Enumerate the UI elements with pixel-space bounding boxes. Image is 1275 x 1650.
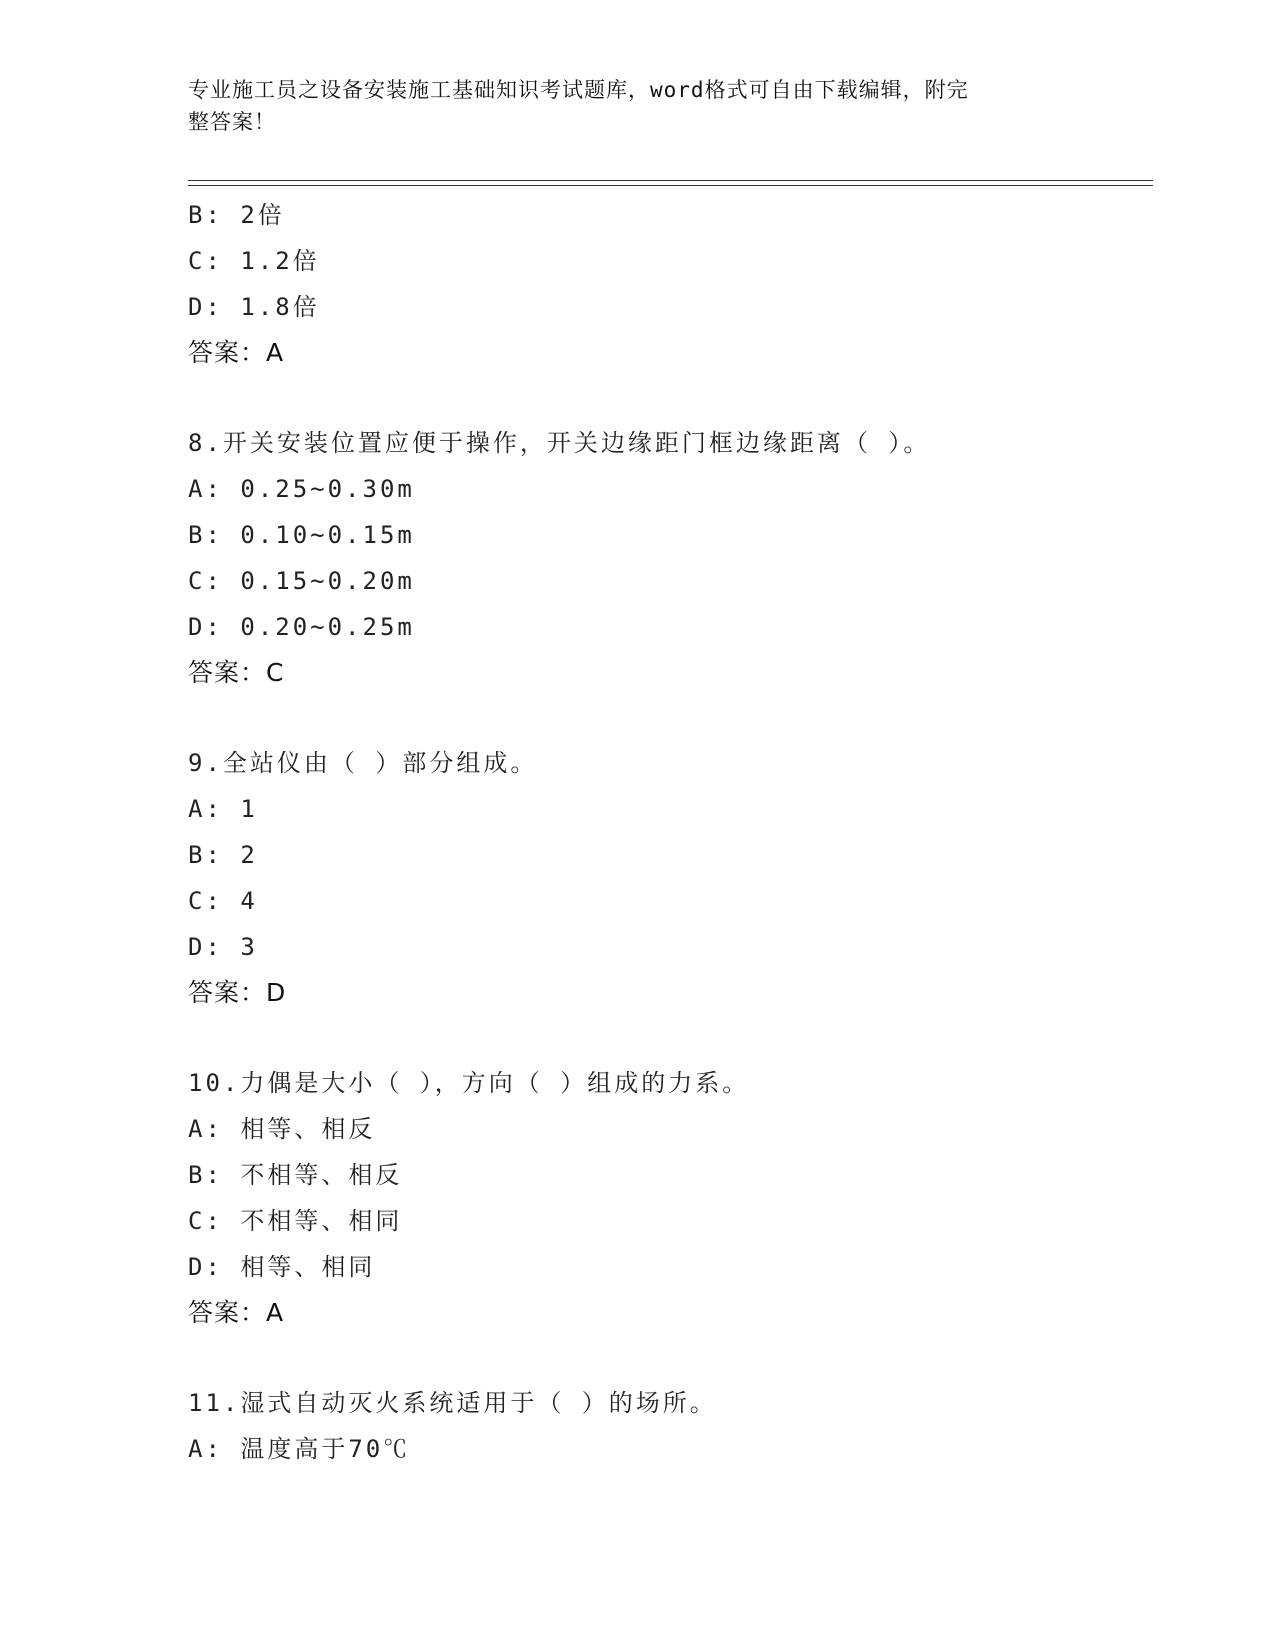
option-c: C: 不相等、相同 [188,1207,403,1235]
option-a: A: 温度高于70℃ [188,1435,411,1463]
option-a: A: 相等、相反 [188,1115,376,1143]
header-line-2: 整答案！ [188,110,276,134]
option-b: B: 不相等、相反 [188,1161,403,1189]
answer: 答案：A [188,1298,285,1327]
option-d: D: 相等、相同 [188,1253,376,1281]
header-divider-top [188,180,1153,181]
question-8 [188,420,1148,696]
document-header [188,74,1088,138]
answer: 答案：D [188,978,287,1007]
question-list [188,192,1148,1472]
option-d: D: 0.20~0.25m [188,613,415,641]
option-c: C: 0.15~0.20m [188,567,415,595]
answer: 答案：A [188,338,285,367]
question-9 [188,740,1148,1016]
option-a: A: 0.25~0.30m [188,475,415,503]
question-stem: 9.全站仪由（ ）部分组成。 [188,749,538,777]
answer: 答案：C [188,658,285,687]
question-10 [188,1060,1148,1336]
option-c: C: 4 [188,887,258,915]
header-line-1: 专业施工员之设备安装施工基础知识考试题库，word格式可自由下载编辑，附完 [188,78,969,102]
option-c: C: 1.2倍 [188,247,320,275]
header-divider-bottom [188,185,1153,186]
question-11 [188,1380,1148,1472]
question-stem: 10.力偶是大小（ ），方向（ ）组成的力系。 [188,1069,750,1097]
question-7-continued [188,192,1148,376]
question-stem: 11.湿式自动灭火系统适用于（ ）的场所。 [188,1389,717,1417]
option-b: B: 2倍 [188,201,285,229]
option-a: A: 1 [188,795,258,823]
option-b: B: 2 [188,841,258,869]
option-d: D: 1.8倍 [188,293,320,321]
option-b: B: 0.10~0.15m [188,521,415,549]
question-stem: 8.开关安装位置应便于操作，开关边缘距门框边缘距离（ ）。 [188,429,931,457]
option-d: D: 3 [188,933,258,961]
